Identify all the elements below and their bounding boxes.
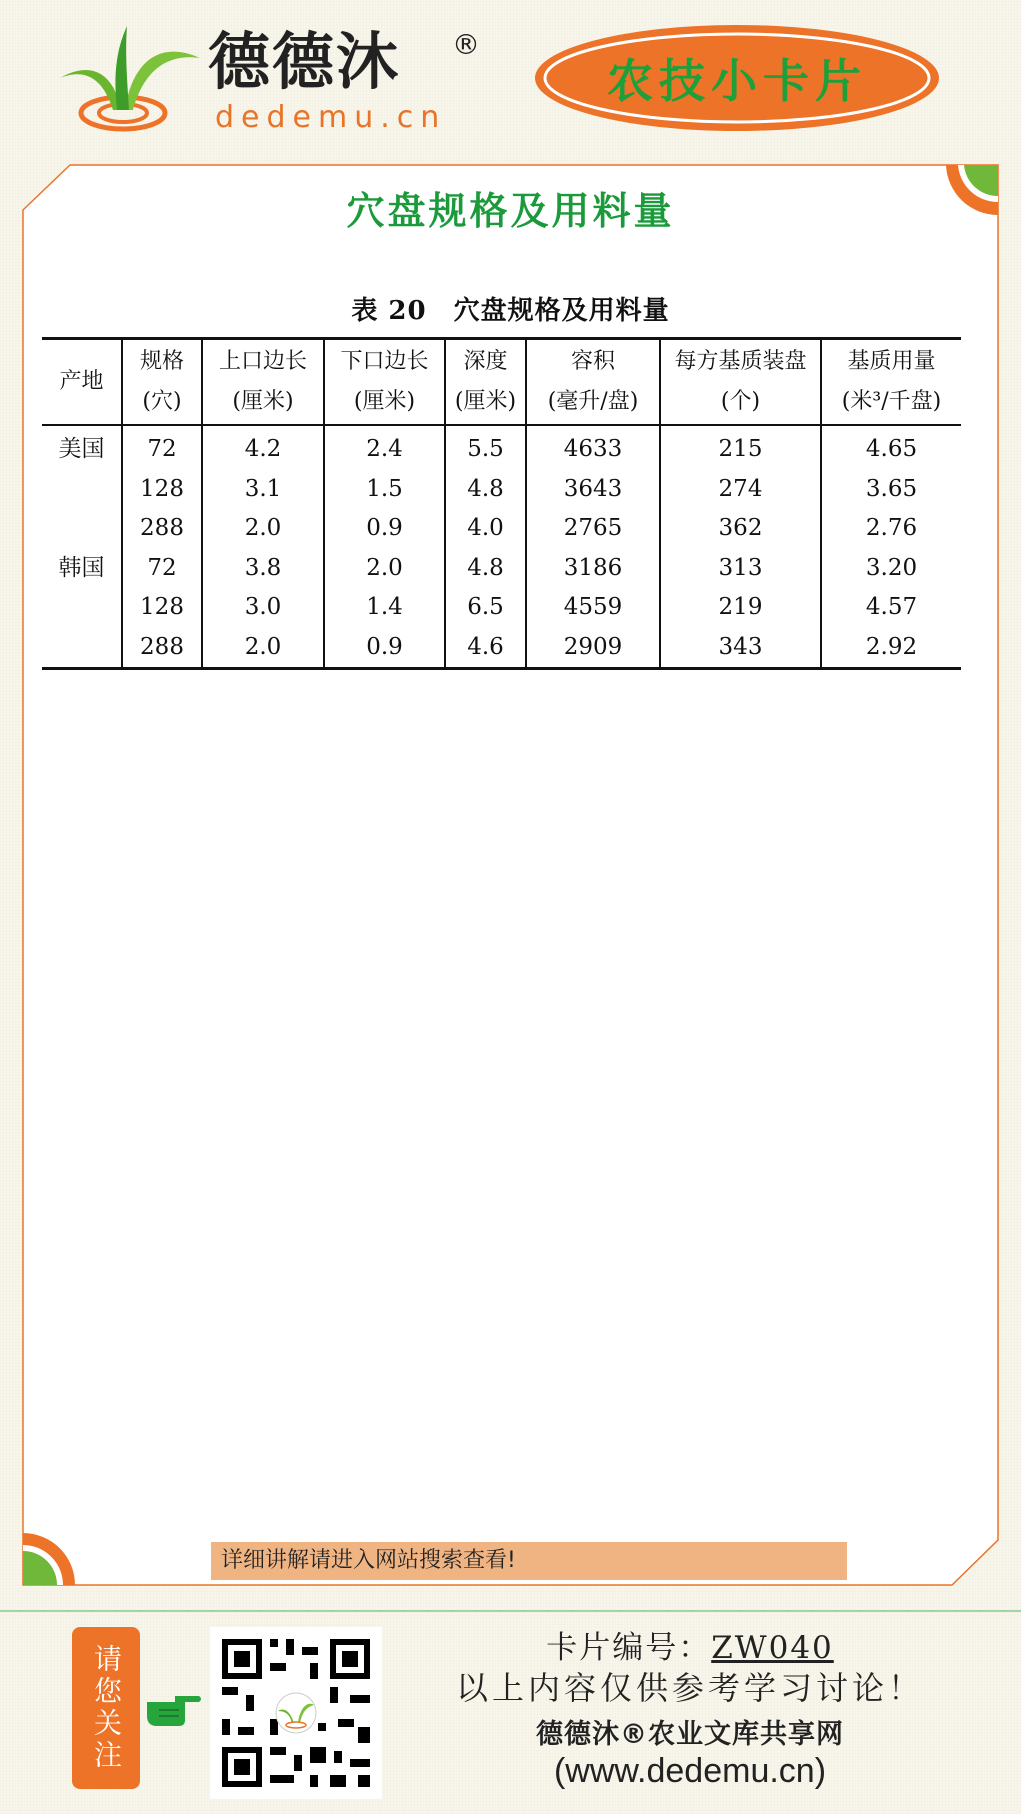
table-cell: 1.4 [324,588,445,628]
table-cell: 72 [122,549,202,589]
table-cell: 4.2 [202,425,324,470]
table-cell: 72 [122,425,202,470]
table-cell: 3.20 [821,549,961,589]
table-cell: 2.4 [324,425,445,470]
table-cell: 288 [122,509,202,549]
table-cell: 3186 [526,549,660,589]
table-caption: 表 20 穴盘规格及用料量 [351,296,670,326]
table-cell: 2909 [526,628,660,669]
table-cell: 274 [660,470,821,510]
table-cell: 3.65 [821,470,961,510]
table-cell: 128 [122,588,202,628]
footer-divider [0,1610,1021,1612]
column-header: 产地 [42,339,122,426]
table-cell: 3.1 [202,470,324,510]
card-title: 穴盘规格及用料量 [346,189,675,233]
data-table [42,337,961,670]
table-row [42,509,961,549]
table-cell: 288 [122,628,202,669]
table-cell: 6.5 [445,588,526,628]
table-cell: 4633 [526,425,660,470]
brand-domain: dedemu.cn [215,100,447,135]
table-cell [42,628,122,669]
badge-title: 农技小卡片 [607,54,867,108]
column-header: 深度 (厘米) [445,339,526,426]
table-cell: 3.0 [202,588,324,628]
table-row [42,425,961,470]
card-number: 卡片编号：ZW040 [546,1630,834,1666]
table-cell: 0.9 [324,628,445,669]
table-cell: 3643 [526,470,660,510]
table-cell: 128 [122,470,202,510]
brand-name: 德德沐 [208,25,401,98]
follow-us-label: 请您关注 [90,1644,123,1772]
table-header-row [42,339,961,426]
table-row [42,588,961,628]
table-row [42,470,961,510]
table-cell: 4.8 [445,470,526,510]
table-cell: 5.5 [445,425,526,470]
table-cell [42,509,122,549]
table-cell: 4.0 [445,509,526,549]
table-cell: 4.57 [821,588,961,628]
site-url[interactable]: (www.dedemu.cn) [553,1752,827,1790]
table-cell: 219 [660,588,821,628]
column-header: 基质用量 (米³/千盘) [821,339,961,426]
table-cell [42,470,122,510]
table-cell: 362 [660,509,821,549]
table-cell: 1.5 [324,470,445,510]
table-row [42,628,961,669]
table-cell: 215 [660,425,821,470]
table-cell: 美国 [58,436,105,462]
table-cell: 313 [660,549,821,589]
table-cell: 0.9 [324,509,445,549]
column-header: 每方基质装盘 (个) [660,339,821,426]
table-cell: 2.0 [324,549,445,589]
table-cell: 2.0 [202,509,324,549]
column-header: 规格 (穴) [122,339,202,426]
site-name: 德德沐®农业文库共享网 [536,1719,844,1750]
table-cell: 2.92 [821,628,961,669]
table-cell: 2.76 [821,509,961,549]
table-cell: 4559 [526,588,660,628]
registered-mark: ® [452,28,480,61]
column-header: 上口边长 (厘米) [202,339,324,426]
table-row [42,549,961,589]
table-cell: 4.6 [445,628,526,669]
table-cell: 2.0 [202,628,324,669]
website-hint-bar: 详细讲解请进入网站搜索查看! [211,1542,847,1580]
card-number-value: ZW040 [711,1630,834,1666]
table-cell: 4.8 [445,549,526,589]
column-header: 容积 (毫升/盘) [526,339,660,426]
qr-code-icon[interactable] [210,1627,382,1799]
table-cell: 343 [660,628,821,669]
follow-us-button[interactable] [72,1627,140,1789]
table-cell: 韩国 [58,554,105,581]
table-cell: 3.8 [202,549,324,589]
pointing-hand-icon [145,1688,203,1728]
table-cell: 2765 [526,509,660,549]
table-cell: 4.65 [821,425,961,470]
table-cell [42,588,122,628]
disclaimer: 以上内容仅供参考学习讨论！ [455,1669,924,1707]
column-header: 下口边长 (厘米) [324,339,445,426]
